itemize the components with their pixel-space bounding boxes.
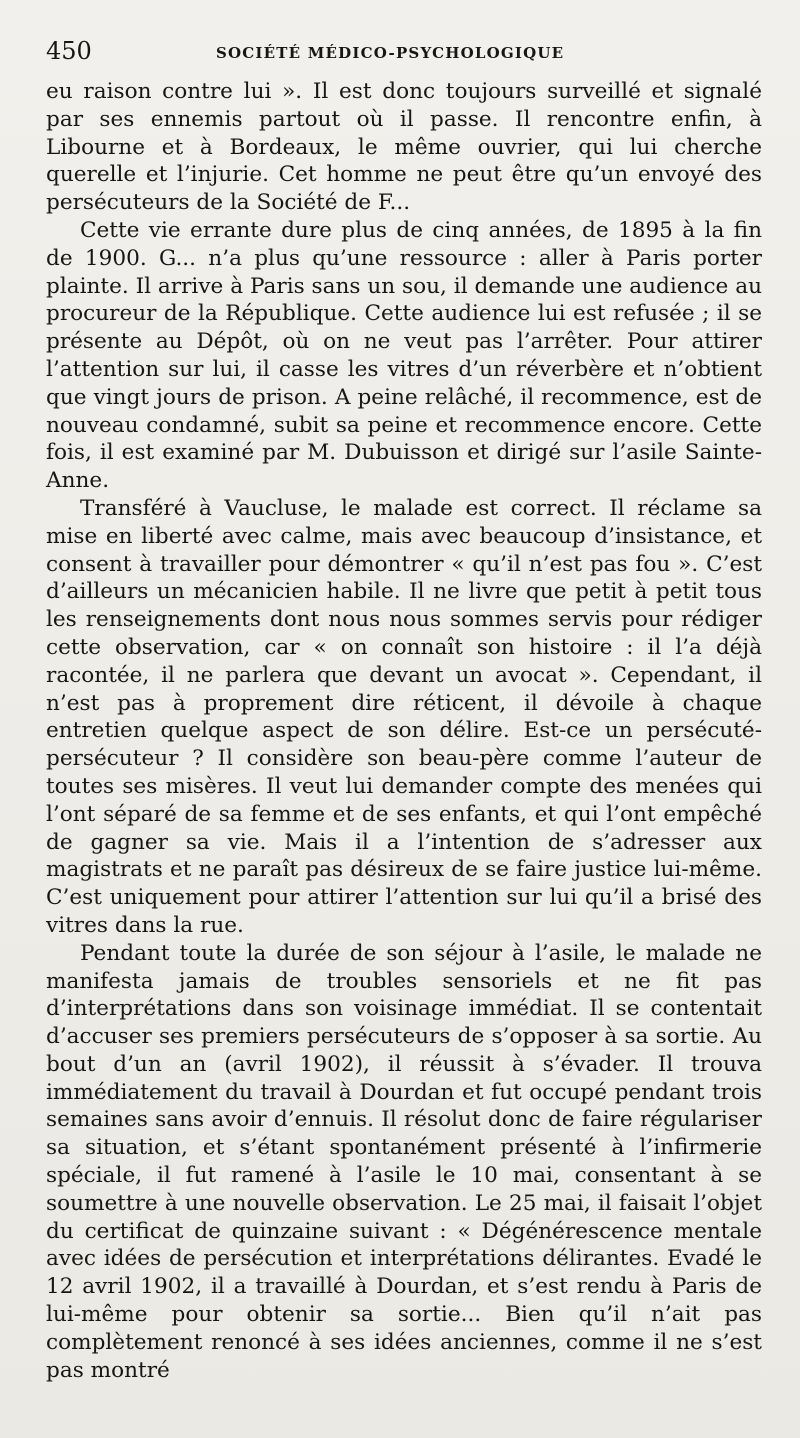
- body-text: [46, 78, 762, 1384]
- page-header: [46, 36, 762, 78]
- paragraph: Cette vie errante dure plus de cinq années, de 1895 à la fin de 1900. G... n’a plus qu’une ressource : aller à Paris porter plainte. Il arrive à Paris sans un sou, il demande une audience au procureur de la République. Cette audience lui est refusée ; il se présente au Dépôt, où on ne veut pas l’arrêter. Pour attirer l’attention sur lui, il casse les vitres d’un réverbère et n’obtient que vingt jours de prison. A peine relâché, il recommence, est de nouveau condamné, subit sa peine et recommence encore. Cette fois, il est examiné par M. Dubuisson et dirigé sur l’asile Sainte-Anne.: [46, 217, 762, 494]
- paragraph: Pendant toute la durée de son séjour à l’asile, le malade ne manifesta jamais de troubles sensoriels et ne fit pas d’interprétations dans son voisinage immédiat. Il se contentait d’accuser ses premiers persécuteurs de s’opposer à sa sortie. Au bout d’un an (avril 1902), il réussit à s’évader. Il trouva immédiatement du travail à Dourdan et fut occupé pendant trois semaines sans avoir d’ennuis. Il résolut donc de faire régulariser sa situation, et s’étant spontanément présenté à l’infirmerie spéciale, il fut ramené à l’asile le 10 mai, consentant à se soumettre à une nouvelle observation. Le 25 mai, il faisait l’objet du certificat de quinzaine suivant : « Dégénérescence mentale avec idées de persécution et interprétations délirantes. Evadé le 12 avril 1902, il a travaillé à Dourdan, et s’est rendu à Paris de lui-même pour obtenir sa sortie... Bien qu’il n’ait pas complètement renoncé à ses idées anciennes, comme il ne s’est pas montré: [46, 940, 762, 1383]
- paragraph: Transféré à Vaucluse, le malade est correct. Il réclame sa mise en liberté avec calme, mais avec beaucoup d’insistance, et consent à travailler pour démontrer « qu’il n’est pas fou ». C’est d’ailleurs un mécanicien habile. Il ne livre que petit à petit tous les renseignements dont nous nous sommes servis pour rédiger cette observation, car « on connaît son histoire : il l’a déjà racontée, il ne parlera que devant un avocat ». Cependant, il n’est pas à proprement dire réticent, il dévoile à chaque entretien quelque aspect de son délire. Est-ce un persécuté-persécuteur ? Il considère son beau-père comme l’auteur de toutes ses misères. Il veut lui demander compte des menées qui l’ont séparé de sa femme et de ses enfants, et qui l’ont empêché de gagner sa vie. Mais il a l’intention de s’adresser aux magistrats et ne paraît pas désireux de se faire justice lui-même. C’est uniquement pour attirer l’attention sur lui qu’il a brisé des vitres dans la rue.: [46, 495, 762, 938]
- paragraph-continuation: eu raison contre lui ». Il est donc toujours surveillé et signalé par ses ennemis partout où il passe. Il rencontre enfin, à Libourne et à Bordeaux, le même ouvrier, qui lui cherche querelle et l’injurie. Cet homme ne peut être qu’un envoyé des persécuteurs de la Société de F...: [46, 79, 762, 216]
- running-title: SOCIÉTÉ MÉDICO-PSYCHOLOGIQUE: [216, 44, 565, 62]
- page-number: 450: [46, 37, 92, 65]
